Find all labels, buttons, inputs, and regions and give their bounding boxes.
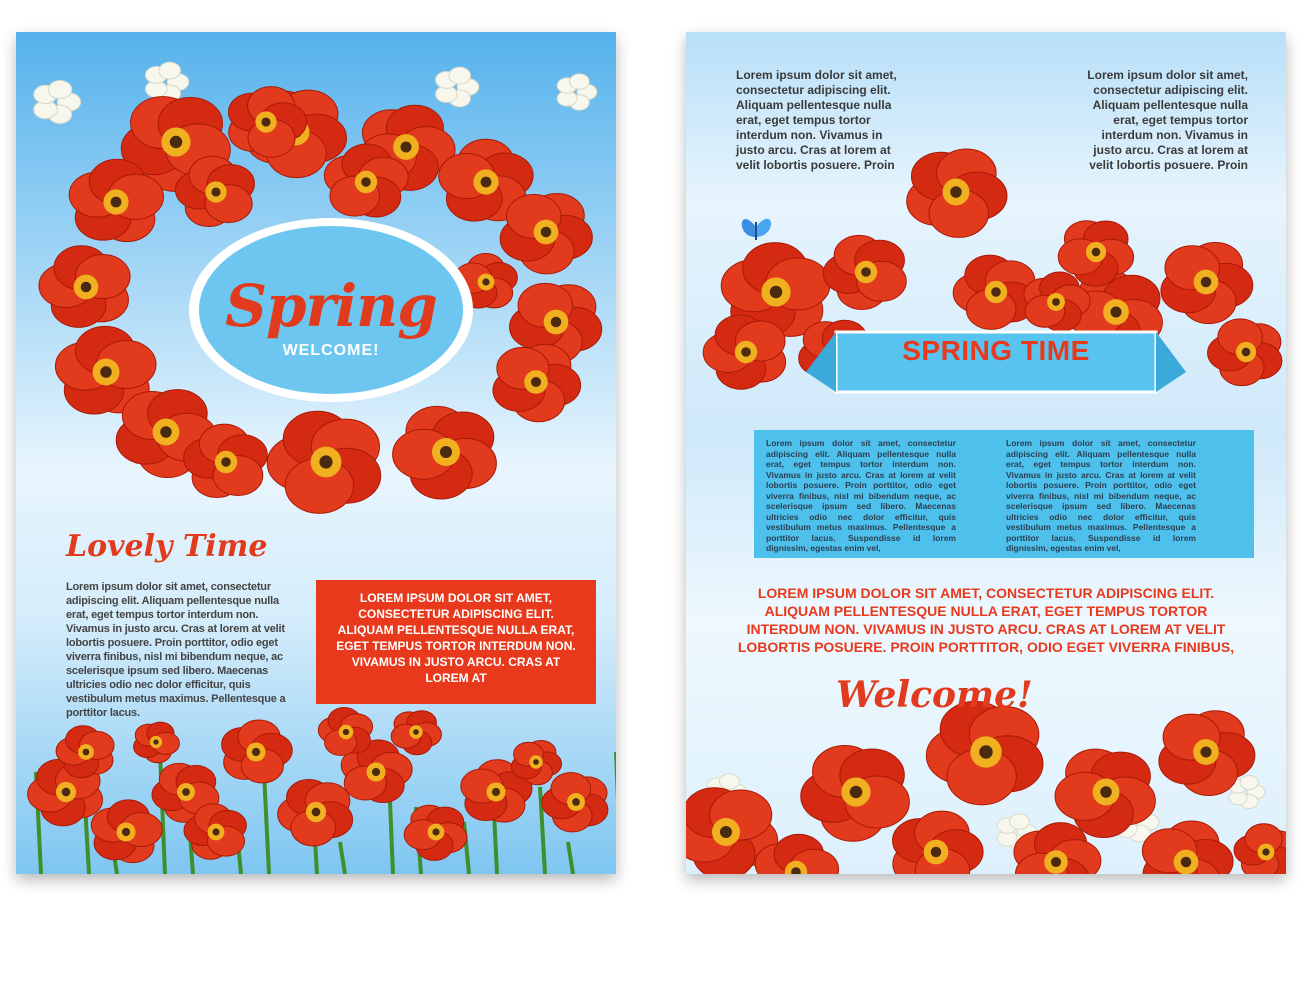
spring-time-label: SPRING TIME [902, 335, 1090, 366]
poppy-flower-icon [500, 194, 592, 274]
left-body-text: Lorem ipsum dolor sit amet, consectetur adipiscing elit. Aliquam pellentesque nulla erat, eget tempus tortor interdum non. Vivamus in justo arcu. Cras at lorem at velit lobortis posuere. Proin porttitor, odio eget viverra finibus, nisl mi bibendum neque, ac scelerisque ipsum sed libero. Maecenas ultricies odio nec dolor efficitur, quis vestibulum metus maximus. Pellentesque a porttitor lacus. [66, 581, 286, 719]
right-poster [686, 32, 1286, 874]
poppy-flower-icon [907, 149, 1007, 237]
poppy-footer [686, 701, 1286, 874]
ribbon-right-tail [1156, 332, 1186, 392]
left-poster [16, 32, 616, 874]
poppy-flower-icon [318, 707, 372, 755]
poppy-flower-icon [801, 745, 910, 841]
flower-stem [568, 842, 573, 874]
white-flower-icon [34, 81, 81, 124]
poppy-flower-icon [823, 235, 906, 309]
lovely-time-title: Lovely Time [66, 529, 268, 564]
welcome-script: Welcome! [836, 674, 1033, 716]
poppy-flower-icon [1234, 824, 1286, 874]
butterfly-icon [742, 219, 771, 240]
poppy-flower-icon [391, 711, 441, 755]
poppy-flower-icon [703, 315, 785, 389]
poppy-flower-icon [953, 255, 1036, 329]
poppy-flower-icon [893, 811, 984, 874]
poppy-flower-icon [1161, 243, 1253, 324]
poppy-flower-icon [542, 773, 608, 832]
left-poster-illustration [16, 32, 616, 874]
poppy-field [28, 707, 616, 874]
flower-stem [340, 842, 345, 874]
red-text-box: LOREM IPSUM DOLOR SIT AMET, CONSECTETUR ADIPISCING ELIT. ALIQUAM PELLENTESQUE NULLA ERAT, EGET TEMPUS TORTOR INTERDUM NON. VIVAMUS IN JUSTO ARCU. CRAS AT LOREM AT [316, 580, 596, 704]
top-right-text: Lorem ipsum dolor sit amet, consectetur adipiscing elit. Aliquam pellentesque nulla erat, eget tempus tortor interdum non. Vivamus in justo arcu. Cras at lorem at velit lobortis posuere. Proin [1087, 68, 1248, 172]
spring-heading: Spring [225, 272, 437, 340]
white-flower-icon [435, 67, 478, 107]
poppy-flower-icon [1208, 319, 1282, 386]
text-column-left: Lorem ipsum dolor sit amet, consectetur adipiscing elit. Aliquam pellentesque nulla erat, eget tempus tortor interdum non. Vivamus in justo arcu. Cras at lorem at velit lobortis posuere. Proin porttitor, odio eget viverra finibus, nisl mi bibendum neque, ac scelerisque ipsum sed libero. Maecenas ultricies odio nec dolor efficitur, quis vestibulum metus maximus. Pellentesque a porttitor lacus. Suspendisse id lorem dignissim, egestas enim vel, [766, 438, 956, 553]
poppy-flower-icon [91, 800, 162, 863]
poppy-flower-icon [1142, 821, 1233, 874]
poppy-flower-icon [926, 701, 1043, 804]
poppy-flower-icon [222, 720, 293, 783]
red-caps-text: LOREM IPSUM DOLOR SIT AMET, CONSECTETUR ADIPISCING ELIT. ALIQUAM PELLENTESQUE NULLA ERAT, EGET TEMPUS TORTOR INTERDUM NON. VIVAMUS IN JUSTO ARCU. CRAS AT LOREM AT VELIT LOBORTIS POSUERE. PROIN PORTTITOR, ODIO EGET VIVERRA FINIBUS, [737, 585, 1235, 655]
flower-stem [264, 772, 269, 874]
poppy-flower-icon [39, 246, 130, 328]
white-flower-icon [145, 62, 188, 102]
poppy-flower-icon [404, 805, 467, 860]
top-left-text: Lorem ipsum dolor sit amet, consectetur adipiscing elit. Aliquam pellentesque nulla erat, eget tempus tortor interdum non. Vivamus in justo arcu. Cras at lorem at velit lobortis posuere. Proin [736, 68, 897, 172]
poppy-flower-icon [278, 779, 353, 846]
poppy-flower-icon [267, 411, 381, 513]
poppy-flower-icon [393, 406, 497, 499]
white-flower-icon [557, 74, 597, 110]
poppy-flower-icon [493, 344, 581, 421]
welcome-subheading: WELCOME! [282, 342, 380, 359]
poppy-flower-icon [134, 722, 180, 763]
text-column-right: Lorem ipsum dolor sit amet, consectetur adipiscing elit. Aliquam pellentesque nulla erat, eget tempus tortor interdum non. Vivamus in justo arcu. Cras at lorem at velit lobortis posuere. Proin porttitor, odio eget viverra finibus, nisl mi bibendum neque, ac scelerisque ipsum sed libero. Maecenas ultricies odio nec dolor efficitur, quis vestibulum metus maximus. Pellentesque a porttitor lacus. Suspendisse id lorem dignissim, egestas enim vel, [1006, 438, 1196, 553]
